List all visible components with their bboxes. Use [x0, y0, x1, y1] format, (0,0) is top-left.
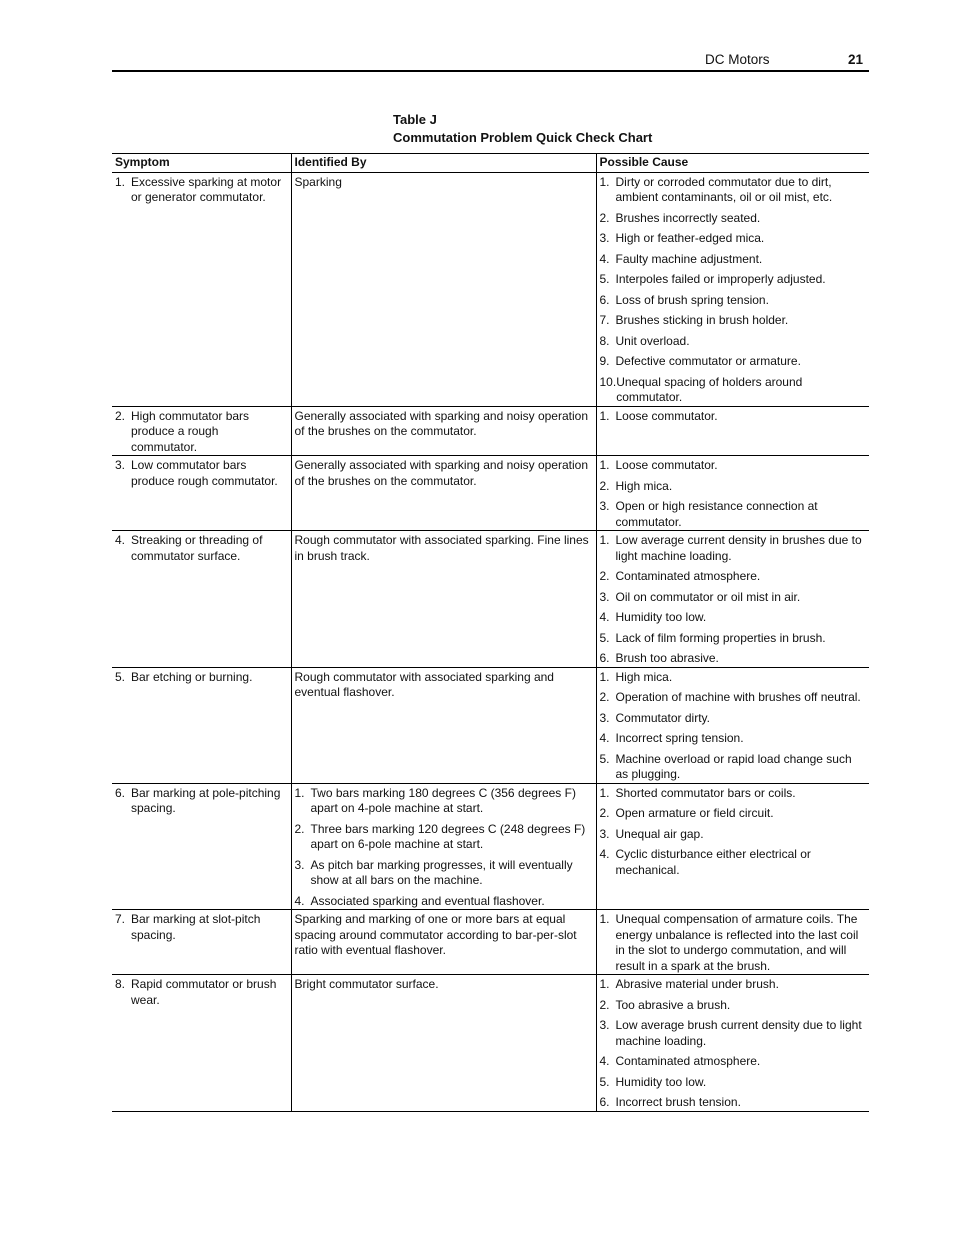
- identified-item: [295, 409, 593, 440]
- cause-item: [600, 458, 867, 474]
- cause-item-text: Unequal spacing of holders around commutator.: [616, 374, 803, 404]
- cause-item-number: 7.: [599, 313, 610, 327]
- possible-cause-cell: [596, 667, 869, 783]
- identified-item: [295, 858, 593, 889]
- cause-item-number: 1.: [599, 174, 610, 189]
- cause-item-text: Interpoles failed or improperly adjusted.: [615, 272, 826, 286]
- symptom-item-text: Rapid commutator or brush wear.: [131, 977, 277, 1007]
- cause-item: [600, 409, 867, 425]
- table-row: [112, 172, 869, 406]
- identified-item-text: Sparking: [294, 174, 342, 189]
- table-title: Commutation Problem Quick Check Chart: [393, 130, 653, 145]
- cause-item: [600, 1075, 867, 1091]
- cause-item-number: 2.: [599, 690, 610, 704]
- cause-item-number: 10.: [599, 374, 617, 389]
- identified-item-text: Rough commutator with associated sparking and eventual flashover.: [294, 669, 554, 699]
- cause-item-text: Incorrect spring tension.: [615, 731, 744, 745]
- cause-item-text: Operation of machine with brushes off neutral.: [615, 690, 861, 704]
- cause-item: [600, 690, 867, 706]
- cause-item: [600, 752, 867, 783]
- symptom-cell: [112, 406, 291, 456]
- cause-item-number: 5.: [599, 272, 610, 286]
- identified-by-cell: [291, 406, 596, 456]
- cause-item: [600, 252, 867, 268]
- symptom-item: [115, 786, 288, 817]
- cause-item-text: Humidity too low.: [615, 610, 707, 624]
- identified-item-text: Two bars marking 180 degrees C (356 degrees F) apart on 4-pole machine at start.: [310, 785, 576, 815]
- table-row: [112, 783, 869, 910]
- cause-item-number: 2.: [599, 569, 610, 583]
- table-header-row: [112, 154, 869, 173]
- table-label: Table J: [393, 112, 437, 127]
- symptom-item-number: 7.: [115, 912, 126, 926]
- cause-item-number: 3.: [599, 589, 610, 604]
- cause-item: [600, 1095, 867, 1111]
- cause-item: [600, 334, 867, 350]
- column-header-identified-by: Identified By: [291, 154, 596, 173]
- cause-item: [600, 977, 867, 993]
- table-row: [112, 531, 869, 668]
- symptom-cell: [112, 783, 291, 910]
- symptom-cell: [112, 531, 291, 668]
- table-body: [112, 172, 869, 1112]
- cause-item: [600, 610, 867, 626]
- cause-item-text: Open armature or field circuit.: [615, 806, 774, 820]
- symptom-item-number: 1.: [115, 174, 126, 189]
- identified-item-text: Generally associated with sparking and noisy operation of the brushes on the commutator.: [294, 458, 589, 488]
- identified-item-number: 2.: [294, 821, 305, 836]
- symptom-item-text: Excessive sparking at motor or generator commutator.: [131, 174, 282, 204]
- possible-cause-cell: [596, 910, 869, 975]
- cause-item-text: Brushes incorrectly seated.: [615, 210, 761, 225]
- cause-item: [600, 912, 867, 974]
- symptom-cell: [112, 975, 291, 1112]
- identified-item-text: Three bars marking 120 degrees C (248 degrees F) apart on 6-pole machine at start.: [310, 821, 586, 851]
- symptom-cell: [112, 172, 291, 406]
- cause-item: [600, 827, 867, 843]
- cause-item-number: 1.: [599, 977, 610, 991]
- possible-cause-cell: [596, 531, 869, 668]
- symptom-item-number: 2.: [115, 408, 126, 423]
- symptom-item: [115, 977, 288, 1008]
- identified-by-cell: [291, 456, 596, 531]
- symptom-item-text: High commutator bars produce a rough commutator.: [131, 408, 250, 454]
- identified-item-number: 1.: [294, 785, 305, 800]
- cause-item-number: 3.: [599, 826, 610, 841]
- cause-item-number: 3.: [599, 1018, 610, 1032]
- cause-item-number: 6.: [599, 651, 610, 665]
- cause-item: [600, 806, 867, 822]
- cause-item-number: 1.: [599, 912, 610, 926]
- cause-item-text: Defective commutator or armature.: [615, 354, 801, 368]
- cause-item: [600, 293, 867, 309]
- identified-item-number: 3.: [294, 857, 305, 872]
- symptom-item-number: 5.: [115, 669, 126, 684]
- identified-item: [295, 977, 593, 993]
- symptom-item: [115, 670, 288, 686]
- cause-item-number: 2.: [599, 478, 610, 493]
- cause-item-text: Incorrect brush tension.: [615, 1095, 741, 1109]
- cause-item-number: 4.: [599, 731, 610, 745]
- identified-item: [295, 670, 593, 701]
- cause-item-number: 4.: [599, 610, 610, 624]
- cause-item-text: Machine overload or rapid load change such as plugging.: [615, 751, 852, 781]
- identified-item: [295, 912, 593, 959]
- identified-item-text: As pitch bar marking progresses, it will eventually show at all bars on the machine.: [310, 857, 573, 887]
- symptom-item-text: Streaking or threading of commutator surface.: [131, 533, 263, 563]
- table-row: [112, 910, 869, 975]
- table-row: [112, 456, 869, 531]
- identified-by-cell: [291, 783, 596, 910]
- cause-item-text: Too abrasive a brush.: [615, 997, 731, 1012]
- symptom-item-text: Bar etching or burning.: [131, 669, 253, 684]
- identified-item-number: 4.: [294, 893, 305, 908]
- symptom-item-number: 4.: [115, 533, 126, 547]
- cause-item-number: 1.: [599, 408, 610, 423]
- cause-item-text: High or feather-edged mica.: [615, 231, 765, 245]
- cause-item-text: Contaminated atmosphere.: [615, 569, 761, 583]
- cause-item-text: Low average brush current density due to light machine loading.: [615, 1018, 862, 1048]
- identified-item: [295, 458, 593, 489]
- cause-item-text: Lack of film forming properties in brush.: [615, 630, 826, 645]
- cause-item-number: 5.: [599, 1074, 610, 1089]
- identified-item-text: Associated sparking and eventual flashover.: [310, 893, 545, 908]
- symptom-item-text: Bar marking at pole-pitching spacing.: [131, 785, 281, 815]
- cause-item: [600, 211, 867, 227]
- cause-item-text: Humidity too low.: [615, 1074, 707, 1089]
- cause-item: [600, 786, 867, 802]
- cause-item-text: Commutator dirty.: [615, 710, 710, 725]
- symptom-item-text: Low commutator bars produce rough commutator.: [131, 458, 278, 488]
- cause-item-number: 5.: [599, 751, 610, 766]
- cause-item: [600, 569, 867, 585]
- possible-cause-cell: [596, 456, 869, 531]
- cause-item-text: Brush too abrasive.: [615, 651, 719, 665]
- identified-item: [295, 894, 593, 910]
- cause-item: [600, 375, 867, 406]
- cause-item-number: 2.: [599, 806, 610, 820]
- identified-item-text: Bright commutator surface.: [294, 977, 439, 991]
- symptom-cell: [112, 667, 291, 783]
- cause-item: [600, 1054, 867, 1070]
- cause-item-number: 4.: [599, 251, 610, 266]
- symptom-item: [115, 912, 288, 943]
- cause-item: [600, 354, 867, 370]
- symptom-cell: [112, 456, 291, 531]
- cause-item-number: 3.: [599, 231, 610, 245]
- cause-item-text: Loose commutator.: [615, 408, 718, 423]
- cause-item: [600, 711, 867, 727]
- cause-item: [600, 313, 867, 329]
- symptom-item-number: 8.: [115, 977, 126, 991]
- running-header-title: DC Motors: [705, 52, 770, 67]
- cause-item: [600, 231, 867, 247]
- cause-item-number: 4.: [599, 847, 610, 861]
- symptom-item-number: 3.: [115, 458, 126, 472]
- cause-item-text: Abrasive material under brush.: [615, 977, 779, 991]
- identified-by-cell: [291, 172, 596, 406]
- cause-item: [600, 1018, 867, 1049]
- column-header-possible-cause: Possible Cause: [596, 154, 869, 173]
- cause-item: [600, 175, 867, 206]
- cause-item-text: Contaminated atmosphere.: [615, 1054, 761, 1068]
- column-header-symptom: Symptom: [112, 154, 291, 173]
- cause-item: [600, 590, 867, 606]
- possible-cause-cell: [596, 975, 869, 1112]
- identified-item-text: Sparking and marking of one or more bars at equal spacing around commutator according to bar-per-slot ratio with eventual flashover.: [294, 912, 577, 957]
- cause-item: [600, 651, 867, 667]
- possible-cause-cell: [596, 783, 869, 910]
- identified-item: [295, 822, 593, 853]
- table-row: [112, 667, 869, 783]
- identified-by-cell: [291, 910, 596, 975]
- possible-cause-cell: [596, 406, 869, 456]
- table-row: [112, 406, 869, 456]
- cause-item-text: High mica.: [615, 669, 673, 684]
- cause-item-number: 1.: [599, 458, 610, 472]
- symptom-item: [115, 409, 288, 456]
- identified-by-cell: [291, 531, 596, 668]
- identified-item-text: Rough commutator with associated sparking. Fine lines in brush track.: [294, 533, 589, 563]
- header-rule: [112, 70, 869, 72]
- cause-item: [600, 272, 867, 288]
- cause-item: [600, 998, 867, 1014]
- identified-by-cell: [291, 975, 596, 1112]
- cause-item-text: Loose commutator.: [615, 458, 718, 472]
- table-row: [112, 975, 869, 1112]
- symptom-item: [115, 175, 288, 206]
- cause-item: [600, 499, 867, 530]
- cause-item: [600, 670, 867, 686]
- cause-item-text: Shorted commutator bars or coils.: [615, 785, 796, 800]
- identified-by-cell: [291, 667, 596, 783]
- cause-item: [600, 847, 867, 878]
- cause-item-number: 6.: [599, 1095, 610, 1109]
- cause-item-number: 2.: [599, 210, 610, 225]
- cause-item: [600, 533, 867, 564]
- page-number: 21: [848, 52, 864, 67]
- cause-item-text: High mica.: [615, 478, 673, 493]
- cause-item-text: Open or high resistance connection at commutator.: [615, 499, 818, 529]
- cause-item-text: Oil on commutator or oil mist in air.: [615, 589, 801, 604]
- commutation-check-table: [112, 153, 869, 1112]
- cause-item-text: Brushes sticking in brush holder.: [615, 313, 789, 327]
- cause-item-number: 1.: [599, 533, 610, 547]
- cause-item-number: 3.: [599, 710, 610, 725]
- possible-cause-cell: [596, 172, 869, 406]
- cause-item: [600, 631, 867, 647]
- cause-item-text: Loss of brush spring tension.: [615, 292, 769, 307]
- symptom-item-number: 6.: [115, 785, 126, 800]
- cause-item: [600, 731, 867, 747]
- cause-item-text: Unequal compensation of armature coils. The energy unbalance is reflected into the last coil in the slot to undergo commutation, and will result in a spark at the brush.: [615, 912, 859, 973]
- identified-item: [295, 533, 593, 564]
- identified-item-text: Generally associated with sparking and noisy operation of the brushes on the commutator.: [294, 408, 589, 438]
- identified-item: [295, 786, 593, 817]
- cause-item-text: Dirty or corroded commutator due to dirt, ambient contaminants, oil or oil mist, etc.: [615, 174, 833, 204]
- cause-item-number: 1.: [599, 669, 610, 684]
- cause-item-text: Faulty machine adjustment.: [615, 251, 763, 266]
- cause-item-number: 8.: [599, 333, 610, 348]
- cause-item-text: Unit overload.: [615, 333, 690, 348]
- symptom-item: [115, 533, 288, 564]
- symptom-item-text: Bar marking at slot-pitch spacing.: [131, 912, 261, 942]
- identified-item: [295, 175, 593, 191]
- cause-item-number: 5.: [599, 630, 610, 645]
- cause-item-number: 6.: [599, 292, 610, 307]
- symptom-cell: [112, 910, 291, 975]
- cause-item-text: Unequal air gap.: [615, 826, 704, 841]
- cause-item-number: 1.: [599, 785, 610, 800]
- cause-item: [600, 479, 867, 495]
- cause-item-number: 9.: [599, 354, 610, 368]
- cause-item-number: 4.: [599, 1054, 610, 1068]
- cause-item-number: 3.: [599, 499, 610, 513]
- cause-item-text: Cyclic disturbance either electrical or mechanical.: [615, 847, 811, 877]
- symptom-item: [115, 458, 288, 489]
- cause-item-text: Low average current density in brushes due to light machine loading.: [615, 533, 862, 563]
- cause-item-number: 2.: [599, 997, 610, 1012]
